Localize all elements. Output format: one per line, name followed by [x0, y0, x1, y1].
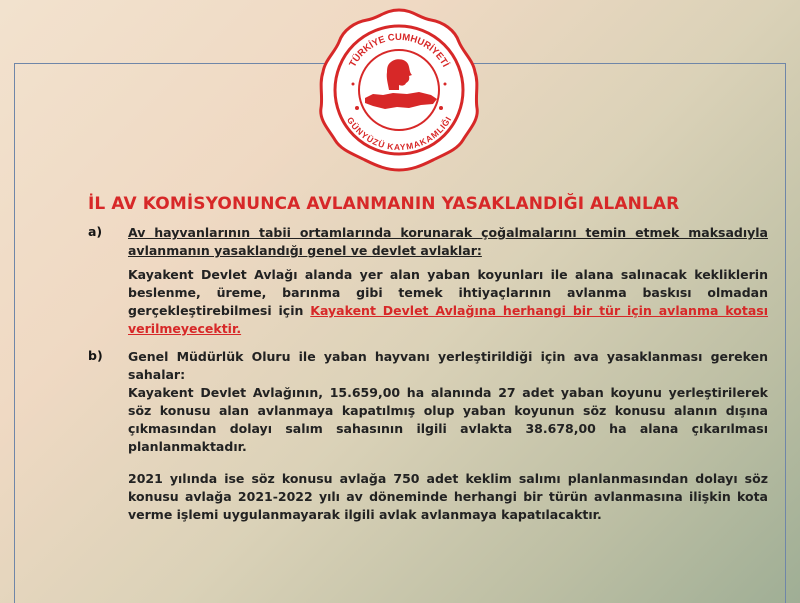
section-a-marker: a)	[88, 224, 103, 239]
section-a-highlight: Kayakent Devlet Avlağına herhangi bir tür için avlanma kotası verilmeyecektir.	[128, 303, 768, 336]
section-a-body-text: Kayakent Devlet Avlağı alanda yer alan yaban koyunları ile alana salınacak kekliklerin beslenme, üreme, barınma gibi temek ihtiyaçlarının avlanma baskısı olmadan gerçekleştirebilmesi için	[128, 267, 768, 318]
section-b-paragraph-1: Kayakent Devlet Avlağının, 15.659,00 ha alanında 27 adet yaban koyunu yerleştirilerek söz konusu alan avlanmaya kapatılmış olup yaban koyunun söz konusu alanın dışına çıkmasından dolayı salım sahasının ilgili avlakta 38.678,00 ha alana çıkarılması planlanmaktadır.	[128, 385, 768, 454]
section-a-heading: Av hayvanlarının tabii ortamlarında korunarak çoğalmalarını temin etmek maksadıyla avlanmanın yasaklandığı genel ve devlet avlaklar:	[128, 225, 768, 258]
section-b-heading: Genel Müdürlük Oluru ile yaban hayvanı yerleştirildiği için ava yasaklanması gereken sahalar:	[128, 349, 768, 382]
seal-top-text: TÜRKİYE CUMHURİYETİ	[347, 31, 451, 70]
government-seal	[313, 4, 485, 172]
section-a-body	[128, 266, 768, 338]
seal-bottom-text: GÜNYÜZÜ KAYMAKAMLIĞI	[344, 115, 454, 153]
page-title: İL AV KOMİSYONUNCA AVLANMANIN YASAKLANDIĞI ALANLAR	[88, 194, 680, 214]
section-b-marker: b)	[88, 348, 103, 363]
section-b-paragraph-2: 2021 yılında ise söz konusu avlağa 750 adet keklim salımı planlanmasından dolayı söz konusu avlağa 2021-2022 yılı av döneminde herhangi bir türün avlanmasına ilişkin kota verme işlemi uygulanmayarak ilgili avlak avlanmaya kapatılacaktır.	[128, 471, 768, 522]
